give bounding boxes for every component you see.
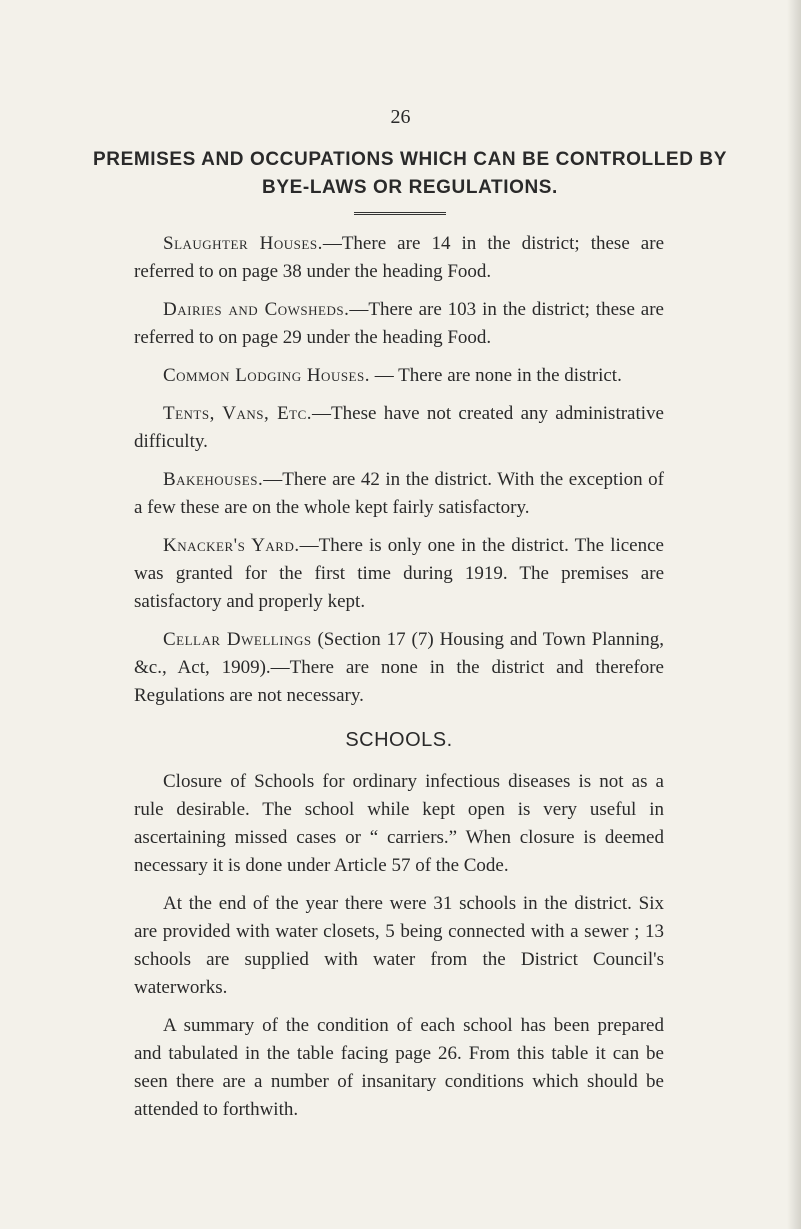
paragraph-text: —There are 14 in the district; these are referred to on page 38 under the heading Food. — [134, 233, 665, 282]
paragraph-lead: Bakehouses. — [163, 469, 264, 490]
paragraph-schools-closure: Closure of Schools for ordinary infectious diseases is not as a rule desirable. The school while kept open is very useful in ascertaining missed cases or “ carriers.” When closure is deemed necessary it is done under Article 57 of the Code. — [134, 771, 664, 876]
paragraph-schools-summary: A summary of the condition of each school has been prepared and tabulated in the table facing page 26. From this table it can be seen there are a number of insanitary conditions which should be attended to forthwith. — [134, 1015, 664, 1120]
paragraph-knackers-yard — [134, 532, 664, 616]
page-number: 26 — [390, 106, 411, 128]
paragraph-common-lodging-houses — [134, 362, 664, 390]
page-heading: PREMISES AND OCCUPATIONS WHICH CAN BE CONTROLLED BY BYE-LAWS OR REGULATIONS. — [92, 149, 728, 198]
section-title-schools: SCHOOLS. — [345, 729, 453, 751]
paragraph-tents-vans — [134, 400, 664, 456]
paragraph-lead: Slaughter Houses. — [163, 233, 323, 254]
paragraph-lead: Dairies and Cowsheds. — [163, 299, 350, 320]
paragraph-slaughter-houses — [134, 230, 664, 286]
paragraph-text: — There are none in the district. — [369, 365, 622, 386]
page-edge-shadow — [787, 0, 801, 1229]
body-text — [134, 230, 664, 1134]
paragraph-lead: Knacker's Yard. — [163, 535, 300, 556]
paragraph-text: —There is only one in the district. The licence was granted for the first time during 1919. The premises are satisfactory and properly kept. — [134, 535, 664, 612]
paragraph-text: —These have not created any administrative difficulty. — [134, 403, 664, 452]
paragraph-cellar-dwellings — [134, 626, 664, 710]
paragraph-text: (Section 17 (7) Housing and Town Planning, &c., Act, 1909).—There are none in the district and therefore Regulations are not necessary. — [134, 629, 664, 706]
paragraph-bakehouses — [134, 466, 664, 522]
heading-divider — [354, 212, 446, 215]
paragraph-schools-count: At the end of the year there were 31 schools in the district. Six are provided with water closets, 5 being connected with a sewer ; 13 schools are supplied with water from the District Council's waterworks. — [134, 893, 664, 998]
paragraph-lead: Common Lodging Houses. — [163, 365, 370, 386]
paragraph-lead: Cellar Dwellings — [163, 629, 312, 650]
paragraph-lead: Tents, Vans, Etc. — [163, 403, 313, 424]
paragraph-text: —There are 103 in the district; these are referred to on page 29 under the heading Food. — [134, 299, 664, 348]
paragraph-dairies-cowsheds — [134, 296, 664, 352]
paragraph-text: —There are 42 in the district. With the exception of a few these are on the whole kept fairly satisfactory. — [134, 469, 664, 518]
